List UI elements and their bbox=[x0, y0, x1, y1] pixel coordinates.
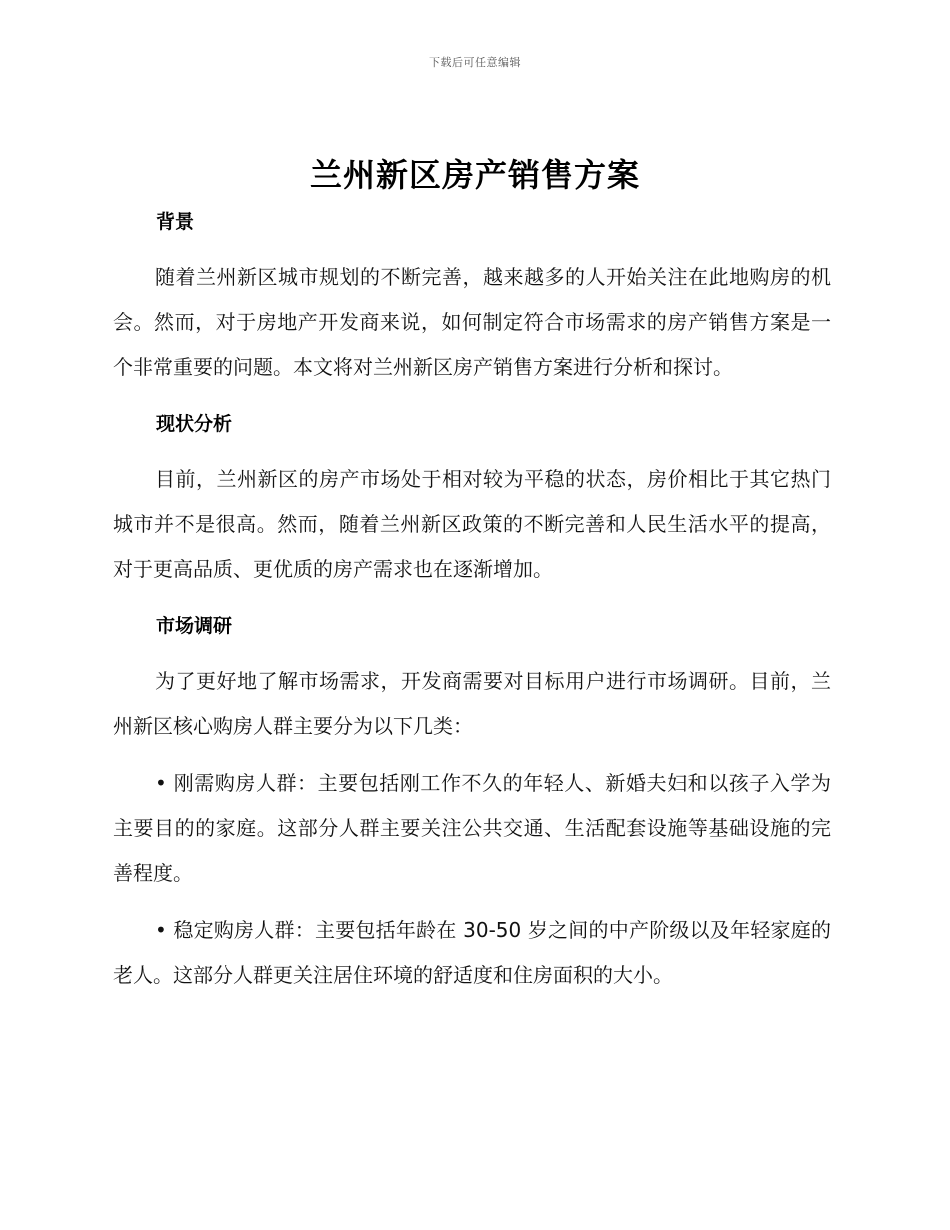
document-title: 兰州新区房产销售方案 bbox=[309, 156, 640, 194]
section-status-analysis bbox=[113, 402, 831, 592]
paragraph: 为了更好地了解市场需求，开发商需要对目标用户进行市场调研。目前，兰州新区核心购房人群主要分为以下几类： bbox=[113, 669, 831, 738]
bullet-paragraph: • 刚需购房人群：主要包括刚工作不久的年轻人、新婚夫妇和以孩子入学为主要目的的家庭。这部分人群主要关注公共交通、生活配套设施等基础设施的完善程度。 bbox=[113, 771, 831, 885]
section-market-research bbox=[113, 604, 831, 998]
section-background bbox=[113, 200, 831, 390]
paragraph: 随着兰州新区城市规划的不断完善，越来越多的人开始关注在此地购房的机会。然而，对于房地产开发商来说，如何制定符合市场需求的房产销售方案是一个非常重要的问题。本文将对兰州新区房产销售方案进行分析和探讨。 bbox=[113, 265, 831, 379]
paragraph: 目前，兰州新区的房产市场处于相对较为平稳的状态，房价相比于其它热门城市并不是很高。然而，随着兰州新区政策的不断完善和人民生活水平的提高，对于更高品质、更优质的房产需求也在逐渐增加。 bbox=[113, 467, 831, 581]
section-heading: 市场调研 bbox=[156, 615, 233, 637]
section-heading: 现状分析 bbox=[156, 413, 233, 435]
section-heading: 背景 bbox=[156, 211, 195, 233]
document-body bbox=[113, 200, 831, 998]
bullet-paragraph: • 稳定购房人群：主要包括年龄在 30-50 岁之间的中产阶级以及年轻家庭的老人。这部分人群更关注居住环境的舒适度和住房面积的大小。 bbox=[113, 918, 831, 987]
page-header-note: 下载后可任意编辑 bbox=[429, 56, 521, 69]
